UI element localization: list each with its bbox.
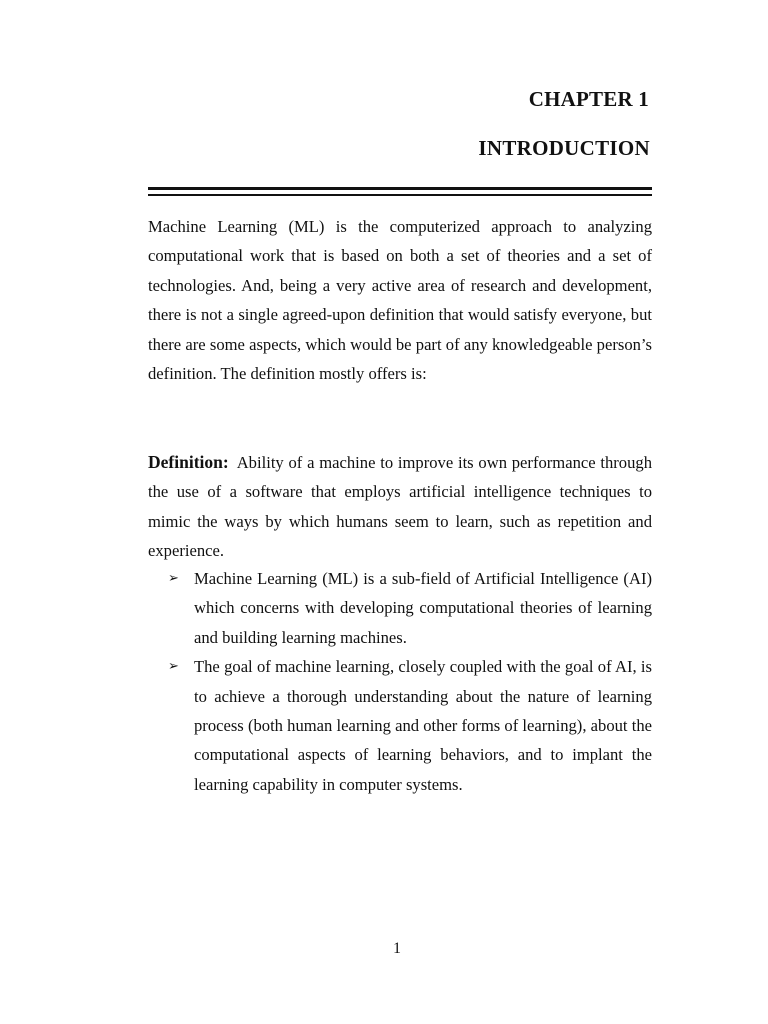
list-item-text: The goal of machine learning, closely coupled with the goal of AI, is to achieve a thorough understanding about the nature of learning process (both human learning and other forms of learning), about the computational aspects of learning behaviors, and to implant the learning capability in computer systems. [194, 657, 652, 794]
chapter-title: INTRODUCTION [478, 136, 650, 160]
page-number: 1 [393, 940, 401, 957]
header-divider-thin [148, 194, 652, 196]
list-item [168, 652, 652, 799]
definition-label: Definition: [148, 452, 229, 472]
chapter-number: CHAPTER 1 [528, 87, 649, 111]
definition-paragraph [148, 448, 652, 566]
definition-text: Ability of a machine to improve its own performance through the use of a software that employs artificial intelligence techniques to mimic the ways by which humans seem to learn, such as repetition and experience. [148, 453, 652, 561]
intro-paragraph: Machine Learning (ML) is the computerized approach to analyzing computational work that is based on both a set of theories and a set of technologies. And, being a very active area of research and development, there is not a single agreed-upon definition that would satisfy everyone, but there are some aspects, which would be part of any knowledgeable person’s definition. The definition mostly offers is: [148, 217, 652, 384]
list-item-text: Machine Learning (ML) is a sub-field of Artificial Intelligence (AI) which concerns with developing computational theories of learning and building learning machines. [194, 569, 652, 647]
bullet-list [168, 564, 652, 799]
header-divider-thick [148, 187, 652, 190]
list-item [168, 564, 652, 652]
arrow-bullet-icon: ➢ [168, 571, 179, 586]
arrow-bullet-icon: ➢ [168, 659, 179, 675]
